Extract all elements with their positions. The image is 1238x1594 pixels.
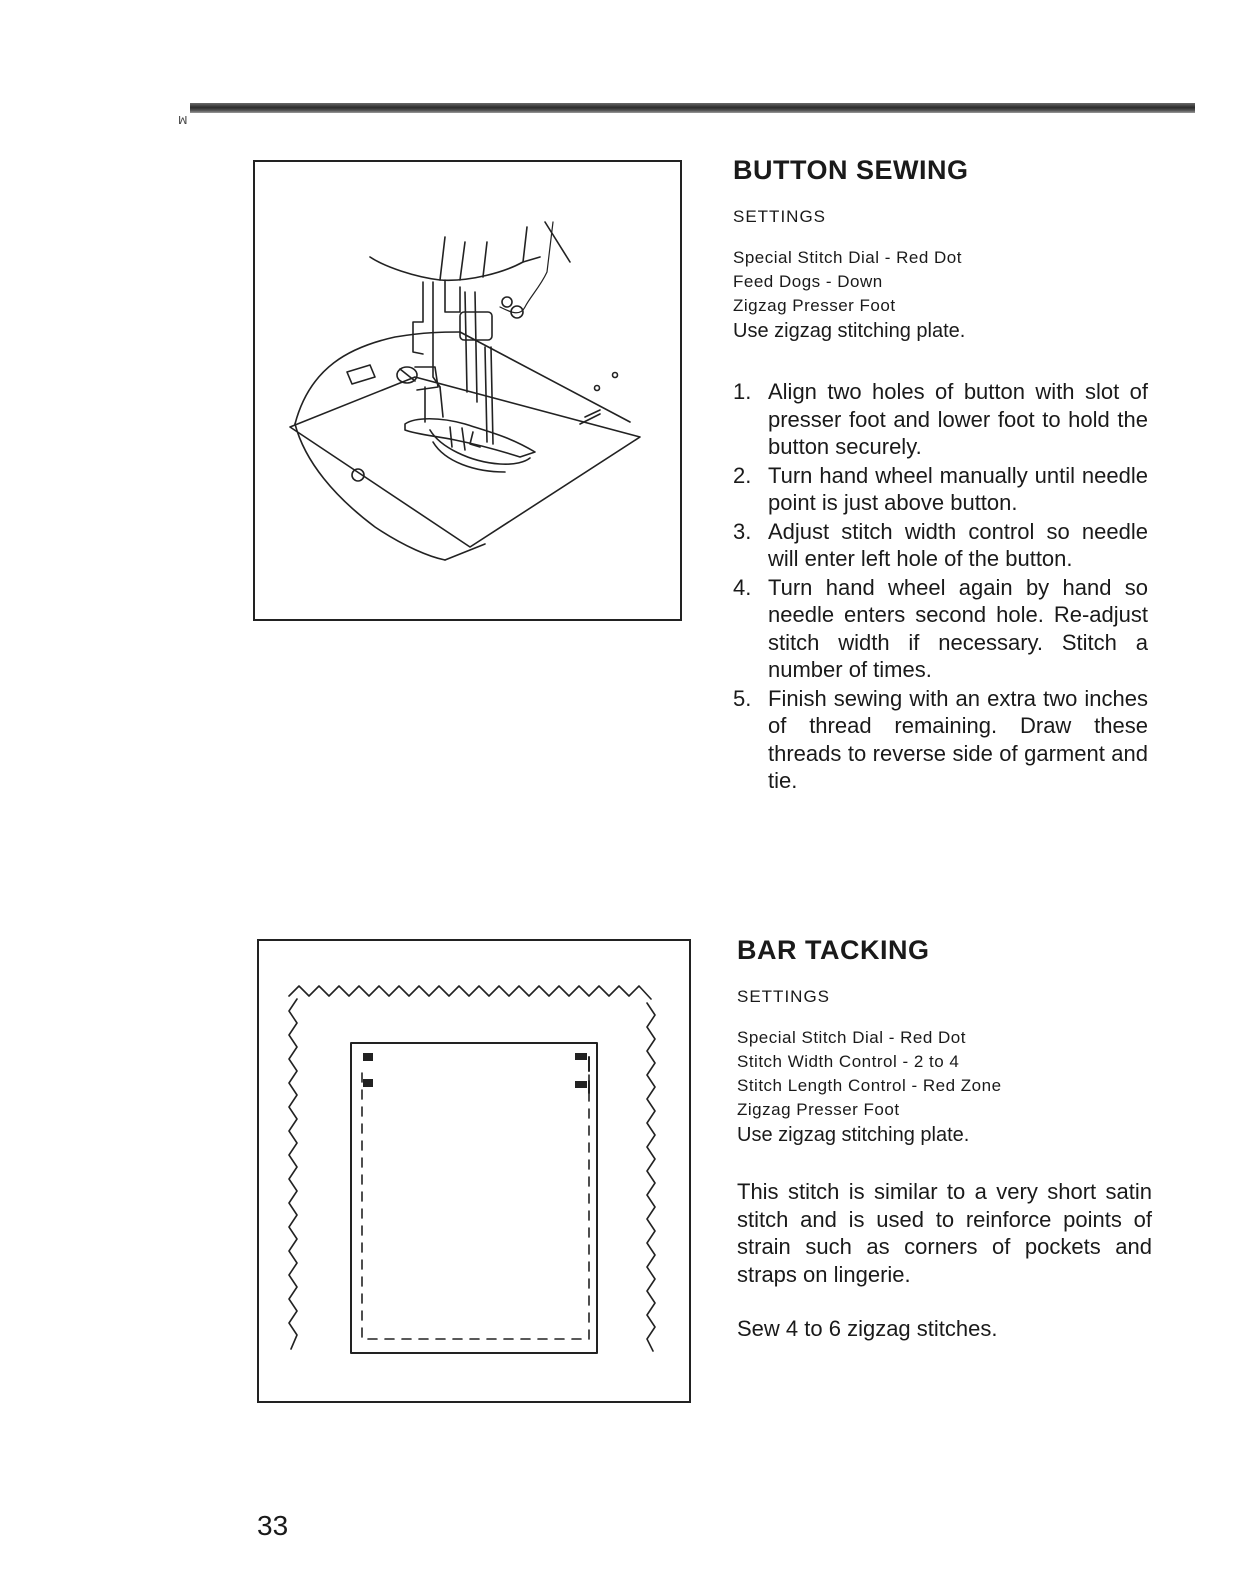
- bar-tacking-instruction: Sew 4 to 6 zigzag stitches.: [737, 1316, 998, 1341]
- button-sewing-illustration: [253, 160, 682, 621]
- pinked-edge-right: [647, 1003, 655, 1351]
- bar-tack: [575, 1081, 587, 1088]
- bar-tack: [575, 1053, 587, 1060]
- presser-foot: [405, 419, 535, 457]
- steps-list: [733, 378, 1148, 795]
- step-item: 2. Turn hand wheel manually until needle point is just above button.: [733, 462, 1148, 515]
- setting-item: Stitch Width Control - 2 to 4: [737, 1052, 960, 1071]
- bar-tacking-description: This stitch is similar to a very short satin stitch and is used to reinforce points of strain such as corners of pockets and straps on lingerie.: [737, 1179, 1152, 1287]
- bar-tack: [363, 1079, 373, 1087]
- fabric-sheet: [290, 377, 640, 547]
- machine-bed-edge: [295, 332, 460, 424]
- step-item: 4. Turn hand wheel again by hand so needle enters second hole. Re-adjust stitch width if necessary. Stitch a number of times.: [733, 574, 1148, 682]
- setting-item: Feed Dogs - Down: [733, 272, 883, 291]
- setting-item: Special Stitch Dial - Red Dot: [737, 1028, 966, 1047]
- setting-item: Zigzag Presser Foot: [737, 1100, 900, 1119]
- setting-item: Zigzag Presser Foot: [733, 296, 896, 315]
- settings-list: [737, 1026, 1152, 1122]
- header-rule: [190, 103, 1195, 113]
- bar-tacking-title: BAR TACKING: [737, 935, 930, 965]
- plate-note: Use zigzag stitching plate.: [737, 1124, 970, 1146]
- pocket-stitching: [362, 1073, 589, 1339]
- pinked-edge-left: [289, 999, 297, 1349]
- setting-item: Special Stitch Dial - Red Dot: [733, 248, 962, 267]
- button-sewing-title: BUTTON SEWING: [733, 155, 969, 185]
- pocket-outline: [351, 1043, 597, 1353]
- settings-label: SETTINGS: [733, 207, 827, 226]
- plate-note: Use zigzag stitching plate.: [733, 320, 966, 342]
- step-item: 5. Finish sewing with an extra two inches of thread remaining. Draw these threads to reverse side of garment and tie.: [733, 685, 1148, 793]
- bar-tacking-section: [737, 930, 1152, 1343]
- scan-mark: ꟽ: [178, 115, 188, 127]
- settings-list: [733, 246, 1148, 318]
- step-item: 1. Align two holes of button with slot of presser foot and lower foot to hold the button securely.: [733, 379, 1148, 459]
- pinked-edge-top: [289, 986, 651, 999]
- setting-item: Stitch Length Control - Red Zone: [737, 1076, 1002, 1095]
- bar-tack: [363, 1053, 373, 1061]
- button-sewing-section: [733, 150, 1148, 796]
- settings-label: SETTINGS: [737, 987, 831, 1006]
- machine-head: [370, 257, 540, 280]
- page-number: 33: [257, 1510, 289, 1541]
- step-item: 3. Adjust stitch width control so needle will enter left hole of the button.: [733, 518, 1148, 571]
- bar-tacking-illustration: [257, 939, 691, 1403]
